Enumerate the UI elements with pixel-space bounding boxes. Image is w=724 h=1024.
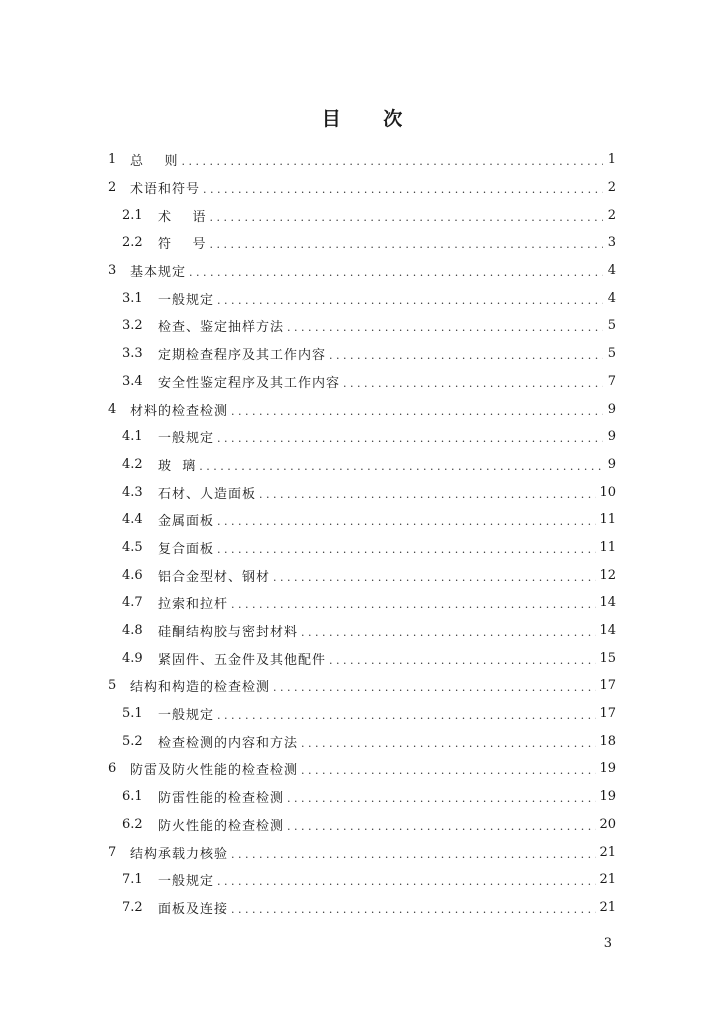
toc-leader-dots bbox=[217, 429, 603, 444]
toc-entry-page: 19 bbox=[599, 761, 616, 777]
toc-leader-dots bbox=[329, 651, 596, 666]
toc-leader-dots bbox=[273, 678, 596, 693]
toc-entry[interactable] bbox=[108, 395, 616, 423]
toc-entry-label: 防雷性能的检查检测 bbox=[158, 791, 285, 807]
toc-entry-label: 一般规定 bbox=[158, 292, 215, 308]
toc-entry-number: 5.2 bbox=[122, 733, 143, 749]
toc-leader-dots bbox=[301, 734, 596, 749]
toc-entry-label: 防雷及防火性能的检查检测 bbox=[130, 763, 299, 779]
toc-entry-page: 21 bbox=[599, 872, 616, 888]
toc-entry-label: 基本规定 bbox=[130, 265, 187, 281]
toc-entry-label: 术 语 bbox=[158, 209, 207, 225]
toc-entry-number: 4 bbox=[108, 401, 117, 417]
toc-entry[interactable] bbox=[108, 811, 616, 839]
toc-leader-dots bbox=[203, 180, 603, 195]
toc-entry[interactable] bbox=[108, 312, 616, 340]
toc-entry-number: 4.3 bbox=[122, 484, 143, 500]
toc-entry-number: 4.5 bbox=[122, 539, 143, 555]
toc-entry[interactable] bbox=[108, 284, 616, 312]
toc-entry-number: 6 bbox=[108, 761, 117, 777]
toc-leader-dots bbox=[231, 595, 596, 610]
toc-entry[interactable] bbox=[108, 617, 616, 645]
toc-leader-dots bbox=[287, 789, 596, 804]
toc-entry[interactable] bbox=[108, 423, 616, 451]
toc-entry-label: 结构承载力核验 bbox=[130, 846, 229, 862]
toc-entry-page: 21 bbox=[599, 844, 616, 860]
toc-leader-dots bbox=[210, 208, 603, 223]
toc-entry-page: 10 bbox=[599, 484, 616, 500]
toc-entry-page: 21 bbox=[599, 899, 616, 915]
toc-leader-dots bbox=[329, 346, 603, 361]
toc-entry-page: 9 bbox=[607, 401, 616, 417]
toc-entry[interactable] bbox=[108, 229, 616, 257]
toc-leader-dots bbox=[301, 761, 596, 776]
toc-entry[interactable] bbox=[108, 838, 616, 866]
toc-entry-page: 18 bbox=[599, 733, 616, 749]
toc-entry[interactable] bbox=[108, 506, 616, 534]
toc-entry-page: 4 bbox=[607, 263, 616, 279]
toc-leader-dots bbox=[217, 540, 596, 555]
toc-leader-dots bbox=[287, 817, 596, 832]
toc-entry[interactable] bbox=[108, 727, 616, 755]
toc-entry-number: 4.9 bbox=[122, 650, 143, 666]
toc-leader-dots bbox=[210, 235, 603, 250]
toc-entry-label: 符 号 bbox=[158, 237, 207, 253]
toc-entry-label: 铝合金型材、钢材 bbox=[158, 569, 271, 585]
toc-entry-label: 检查、鉴定抽样方法 bbox=[158, 320, 285, 336]
toc-entry-page: 15 bbox=[599, 650, 616, 666]
toc-leader-dots bbox=[231, 845, 596, 860]
toc-entry[interactable] bbox=[108, 589, 616, 617]
toc-entry[interactable] bbox=[108, 201, 616, 229]
toc-entry-label: 防火性能的检查检测 bbox=[158, 818, 285, 834]
toc-leader-dots bbox=[259, 485, 596, 500]
toc-entry-number: 4.1 bbox=[122, 429, 143, 445]
toc-leader-dots bbox=[182, 152, 603, 167]
page-number: 3 bbox=[603, 936, 612, 951]
toc-entry-page: 1 bbox=[607, 152, 616, 168]
toc-entry[interactable] bbox=[108, 561, 616, 589]
toc-entry-label: 材料的检查检测 bbox=[130, 403, 229, 419]
toc-entry[interactable] bbox=[108, 755, 616, 783]
toc-leader-dots bbox=[287, 318, 603, 333]
toc-entry-page: 11 bbox=[599, 512, 616, 528]
table-of-contents bbox=[108, 146, 616, 921]
toc-entry[interactable] bbox=[108, 257, 616, 285]
toc-entry[interactable] bbox=[108, 146, 616, 174]
toc-entry-page: 19 bbox=[599, 789, 616, 805]
toc-entry-label: 面板及连接 bbox=[158, 901, 229, 917]
toc-entry-number: 4.4 bbox=[122, 512, 143, 528]
toc-entry-label: 术语和符号 bbox=[130, 182, 201, 198]
toc-entry[interactable] bbox=[108, 340, 616, 368]
toc-entry-page: 5 bbox=[607, 318, 616, 334]
toc-entry-label: 一般规定 bbox=[158, 708, 215, 724]
toc-entry[interactable] bbox=[108, 783, 616, 811]
toc-entry-label: 检查检测的内容和方法 bbox=[158, 735, 299, 751]
toc-leader-dots bbox=[217, 512, 596, 527]
toc-entry-label: 一般规定 bbox=[158, 431, 215, 447]
toc-entry[interactable] bbox=[108, 534, 616, 562]
toc-leader-dots bbox=[217, 706, 596, 721]
toc-entry[interactable] bbox=[108, 866, 616, 894]
toc-entry-number: 4.6 bbox=[122, 567, 143, 583]
toc-leader-dots bbox=[231, 900, 596, 915]
toc-leader-dots bbox=[273, 568, 596, 583]
toc-entry-label: 总 则 bbox=[130, 154, 179, 170]
toc-entry-label: 定期检查程序及其工作内容 bbox=[158, 348, 327, 364]
toc-entry[interactable] bbox=[108, 644, 616, 672]
toc-entry-page: 5 bbox=[607, 346, 616, 362]
toc-entry-number: 3.4 bbox=[122, 373, 143, 389]
toc-entry-number: 3.1 bbox=[122, 290, 143, 306]
toc-entry-number: 7.2 bbox=[122, 899, 143, 915]
toc-entry-number: 3 bbox=[108, 263, 117, 279]
toc-entry-number: 6.2 bbox=[122, 816, 143, 832]
toc-entry-page: 2 bbox=[607, 180, 616, 196]
toc-entry-page: 2 bbox=[607, 207, 616, 223]
toc-entry-page: 12 bbox=[599, 567, 616, 583]
toc-leader-dots bbox=[343, 374, 603, 389]
toc-entry-page: 17 bbox=[599, 706, 616, 722]
toc-entry-label: 结构和构造的检查检测 bbox=[130, 680, 271, 696]
toc-leader-dots bbox=[217, 291, 603, 306]
toc-entry-page: 9 bbox=[607, 456, 616, 472]
toc-entry[interactable] bbox=[108, 672, 616, 700]
toc-leader-dots bbox=[199, 457, 603, 472]
toc-entry-number: 2.1 bbox=[122, 207, 143, 223]
toc-entry-number: 2.2 bbox=[122, 235, 143, 251]
toc-entry-page: 3 bbox=[607, 235, 616, 251]
toc-entry-number: 2 bbox=[108, 180, 117, 196]
toc-entry[interactable] bbox=[108, 174, 616, 202]
toc-entry-number: 3.2 bbox=[122, 318, 143, 334]
toc-entry-label: 一般规定 bbox=[158, 874, 215, 890]
toc-leader-dots bbox=[301, 623, 596, 638]
toc-entry-label: 复合面板 bbox=[158, 541, 215, 557]
toc-entry-number: 1 bbox=[108, 152, 117, 168]
toc-entry-label: 石材、人造面板 bbox=[158, 486, 257, 502]
toc-title: 目 次 bbox=[321, 108, 421, 130]
toc-entry-label: 硅酮结构胶与密封材料 bbox=[158, 625, 299, 641]
toc-entry-number: 3.3 bbox=[122, 346, 143, 362]
toc-entry[interactable] bbox=[108, 451, 616, 479]
toc-entry[interactable] bbox=[108, 700, 616, 728]
toc-entry-page: 7 bbox=[607, 373, 616, 389]
toc-entry-page: 20 bbox=[599, 816, 616, 832]
toc-leader-dots bbox=[189, 263, 603, 278]
toc-entry-page: 11 bbox=[599, 539, 616, 555]
toc-entry-number: 7.1 bbox=[122, 872, 143, 888]
toc-entry-label: 玻 璃 bbox=[158, 458, 197, 474]
toc-entry-page: 9 bbox=[607, 429, 616, 445]
toc-leader-dots bbox=[231, 402, 603, 417]
toc-entry-label: 金属面板 bbox=[158, 514, 215, 530]
toc-entry-number: 5.1 bbox=[122, 706, 143, 722]
toc-entry-number: 7 bbox=[108, 844, 117, 860]
toc-entry-page: 14 bbox=[599, 595, 616, 611]
toc-entry-number: 4.7 bbox=[122, 595, 143, 611]
toc-entry-label: 拉索和拉杆 bbox=[158, 597, 229, 613]
toc-entry[interactable] bbox=[108, 894, 616, 922]
toc-entry-page: 4 bbox=[607, 290, 616, 306]
toc-entry-number: 6.1 bbox=[122, 789, 143, 805]
toc-entry-number: 5 bbox=[108, 678, 117, 694]
toc-entry-number: 4.2 bbox=[122, 456, 143, 472]
toc-entry[interactable] bbox=[108, 478, 616, 506]
toc-entry[interactable] bbox=[108, 368, 616, 396]
toc-entry-label: 紧固件、五金件及其他配件 bbox=[158, 652, 327, 668]
toc-entry-label: 安全性鉴定程序及其工作内容 bbox=[158, 375, 341, 391]
toc-entry-number: 4.8 bbox=[122, 623, 143, 639]
toc-entry-page: 17 bbox=[599, 678, 616, 694]
toc-entry-page: 14 bbox=[599, 623, 616, 639]
toc-leader-dots bbox=[217, 872, 596, 887]
